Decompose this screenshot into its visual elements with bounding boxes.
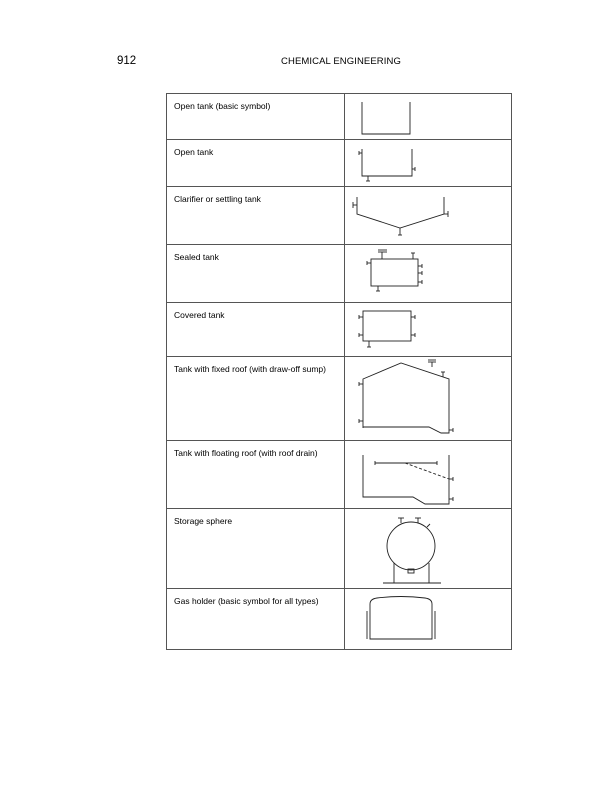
table-row [167,509,512,589]
row-label: Clarifier or settling tank [167,187,345,245]
open-tank-icon [345,140,511,186]
table-row [167,245,512,303]
storage-sphere-icon [345,509,511,588]
symbols-table [166,93,512,650]
symbol-cell [345,140,512,187]
floating-roof-tank-icon [345,441,511,508]
symbol-cell [345,187,512,245]
row-label: Open tank (basic symbol) [167,94,345,140]
symbol-cell [345,509,512,589]
clarifier-tank-icon [345,187,511,244]
symbol-cell [345,303,512,357]
symbol-cell [345,441,512,509]
page-number: 912 [117,55,137,67]
table-row [167,303,512,357]
row-label: Open tank [167,140,345,187]
row-label: Tank with floating roof (with roof drain) [167,441,345,509]
table-row [167,357,512,441]
row-label: Sealed tank [167,245,345,303]
table-row [167,94,512,140]
row-label: Tank with fixed roof (with draw-off sump) [167,357,345,441]
table-row [167,441,512,509]
table-row [167,589,512,650]
symbol-cell [345,589,512,650]
gas-holder-icon [345,589,511,649]
running-head: CHEMICAL ENGINEERING [281,56,401,67]
row-label: Covered tank [167,303,345,357]
fixed-roof-tank-icon [345,357,511,440]
open-tank-basic-icon [345,94,511,139]
row-label: Storage sphere [167,509,345,589]
table-row [167,187,512,245]
row-label: Gas holder (basic symbol for all types) [167,589,345,650]
symbol-cell [345,245,512,303]
covered-tank-icon [345,303,511,356]
table-row [167,140,512,187]
sealed-tank-icon [345,245,511,302]
symbol-cell [345,94,512,140]
symbol-cell [345,357,512,441]
